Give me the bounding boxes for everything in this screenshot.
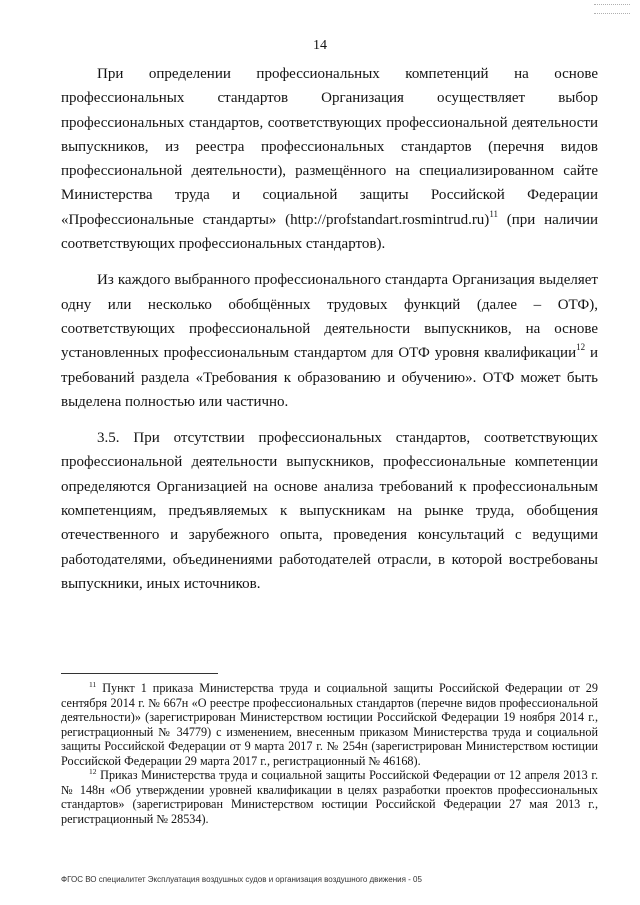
scan-corner-mark xyxy=(594,4,630,14)
footnotes xyxy=(61,681,598,826)
page-number: 14 xyxy=(313,38,327,53)
paragraph-3-5: 3.5. При отсутствии профессиональных стандартов, соответствующих профессиональной деятельности выпускников, профессиональные компетенции определяются Организацией на основе анализа требований к профессиональным компетенциям, предъявляемых к выпускникам на рынке труда, обобщения отечественного и зарубежного опыта, проведения консультаций с ведущими работодателями, объединениями работодателей отрасли, в которой востребованы выпускники, иных источников. xyxy=(61,430,598,592)
paragraph-otf-selection xyxy=(61,268,598,414)
page-footer: ФГОС ВО специалитет Эксплуатация воздушных судов и организация воздушного движения - 05 xyxy=(61,875,422,884)
footnote-text: Приказ Министерства труда и социальной защиты Российской Федерации от 12 апреля 2013 г. № 148н «Об утверждении уровней квалификации в целях разработки проектов профессиональных стандартов» (зарегистрирован Министерством юстиции Российской Федерации 27 мая 2013 г., регистрационный № 28534). xyxy=(61,768,598,826)
footnote-text: Пункт 1 приказа Министерства труда и социальной защиты Российской Федерации от 29 сентября 2014 г. № 667н «О реестре профессиональных стандартов (перечне видов профессиональной деятельности)» (зарегистрирован Министерством юстиции Российской Федерации 19 ноября 2014 г., регистрационный № 34779) с изменением, внесенным приказом Министерства труда и социальной защиты Российской Федерации от 9 марта 2017 г. № 254н (зарегистрирован Министерством юстиции Российской Федерации 29 марта 2017 г., регистрационный № 46168). xyxy=(61,681,598,768)
paragraph-text: и требований раздела «Требования к образованию и обучению». ОТФ может быть выделена полностью или частично. xyxy=(61,345,599,410)
paragraph-text: Из каждого выбранного профессионального стандарта Организация выделяет одну или несколько обобщённых трудовых функций (далее – ОТФ), соответствующих профессиональной деятельности выпускников, на основе установленных профессиональным стандартом для ОТФ уровня квалификации xyxy=(61,272,598,362)
footnote-ref-12[interactable]: 12 xyxy=(576,342,586,353)
footnote-divider xyxy=(61,673,218,674)
footnote-marker: 12 xyxy=(89,767,97,776)
footnote-12 xyxy=(61,768,598,826)
paragraph-profstandard-selection xyxy=(61,62,598,256)
footnote-11 xyxy=(61,681,598,768)
paragraph-text: При определении профессиональных компетенций на основе профессиональных стандартов Организация осуществляет выбор профессиональных стандартов, соответствующих профессиональной деятельности выпускников, из реестра профессиональных стандартов (перечня видов профессиональной деятельности), размещённого на специализированном сайте Министерства труда и социальной защиты Российской Федерации «Профессиональные стандарты» (http://profstandart.rosmintrud.ru) xyxy=(61,66,598,228)
paragraph-text: (при наличии соответствующих профессиональных стандартов). xyxy=(61,211,599,253)
footnote-marker: 11 xyxy=(89,680,97,689)
main-text xyxy=(61,62,598,596)
footnote-ref-11[interactable]: 11 xyxy=(489,208,498,219)
